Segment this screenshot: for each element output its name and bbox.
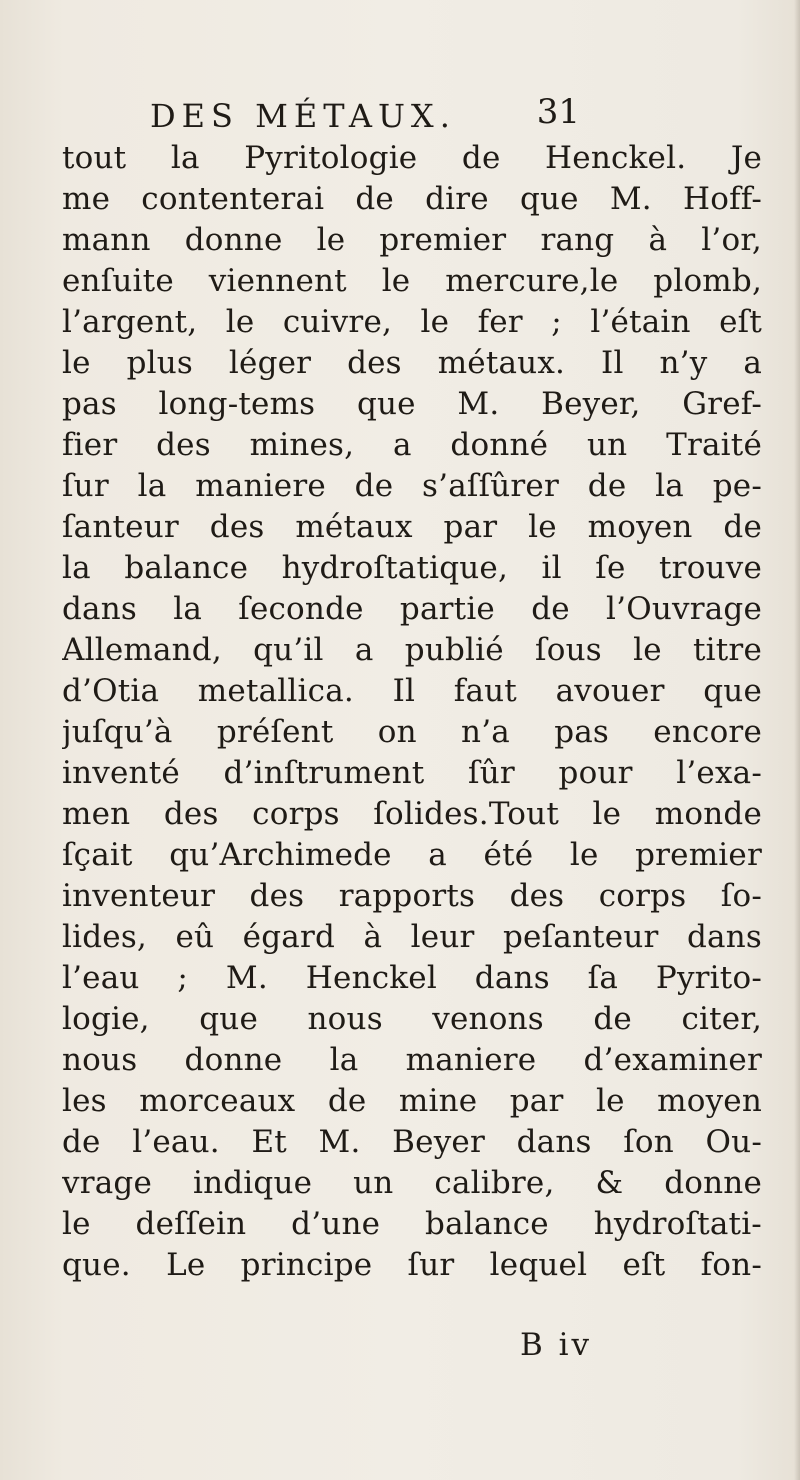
text-line: la balance hydroſtatique, il ſe trouve — [62, 550, 762, 586]
text-line: tout la Pyritologie de Henckel. Je — [62, 140, 762, 176]
text-line: pas long-tems que M. Beyer, Gref- — [62, 386, 762, 422]
text-line: men des corps ſolides.Tout le monde — [62, 796, 762, 832]
text-line: logie, que nous venons de citer, — [62, 1001, 762, 1037]
text-line: les morceaux de mine par le moyen — [62, 1083, 762, 1119]
text-line: d’Otia metallica. Il faut avouer que — [62, 673, 762, 709]
text-line: de l’eau. Et M. Beyer dans ſon Ou- — [62, 1124, 762, 1160]
text-line: nous donne la maniere d’examiner — [62, 1042, 762, 1078]
body-text — [62, 138, 762, 1286]
text-line: juſqu’à préſent on n’a pas encore — [62, 714, 762, 750]
text-line: fier des mines, a donné un Traité — [62, 427, 762, 463]
text-line: mann donne le premier rang à l’or, — [62, 222, 762, 258]
text-line: l’argent, le cuivre, le fer ; l’étain eſt — [62, 304, 762, 340]
page-edge-shadow — [794, 0, 800, 1480]
text-line: ſçait qu’Archimede a été le premier — [62, 837, 762, 873]
text-line: le deſſein d’une balance hydroſtati- — [62, 1206, 762, 1242]
text-line: le plus léger des métaux. Il n’y a — [62, 345, 762, 381]
text-line: l’eau ; M. Henckel dans ſa Pyrito- — [62, 960, 762, 996]
text-line: Allemand, qu’il a publié ſous le titre — [62, 632, 762, 668]
signature-mark: B iv — [520, 1327, 593, 1363]
text-line: vrage indique un calibre, & donne — [62, 1165, 762, 1201]
text-line: inventé d’inſtrument ſûr pour l’exa- — [62, 755, 762, 791]
page-header — [150, 86, 580, 138]
page-number: 31 — [536, 92, 580, 132]
text-line: que. Le principe ſur lequel eſt fon- — [62, 1247, 762, 1283]
text-line: lides, eû égard à leur peſanteur dans — [62, 919, 762, 955]
running-head: DES MÉTAUX. — [150, 97, 456, 135]
text-line: ſanteur des métaux par le moyen de — [62, 509, 762, 545]
text-line: inventeur des rapports des corps ſo- — [62, 878, 762, 914]
text-line: me contenterai de dire que M. Hoff- — [62, 181, 762, 217]
text-line: enſuite viennent le mercure,le plomb, — [62, 263, 762, 299]
text-line: ſur la maniere de s’aſſûrer de la pe- — [62, 468, 762, 504]
text-line: dans la ſeconde partie de l’Ouvrage — [62, 591, 762, 627]
